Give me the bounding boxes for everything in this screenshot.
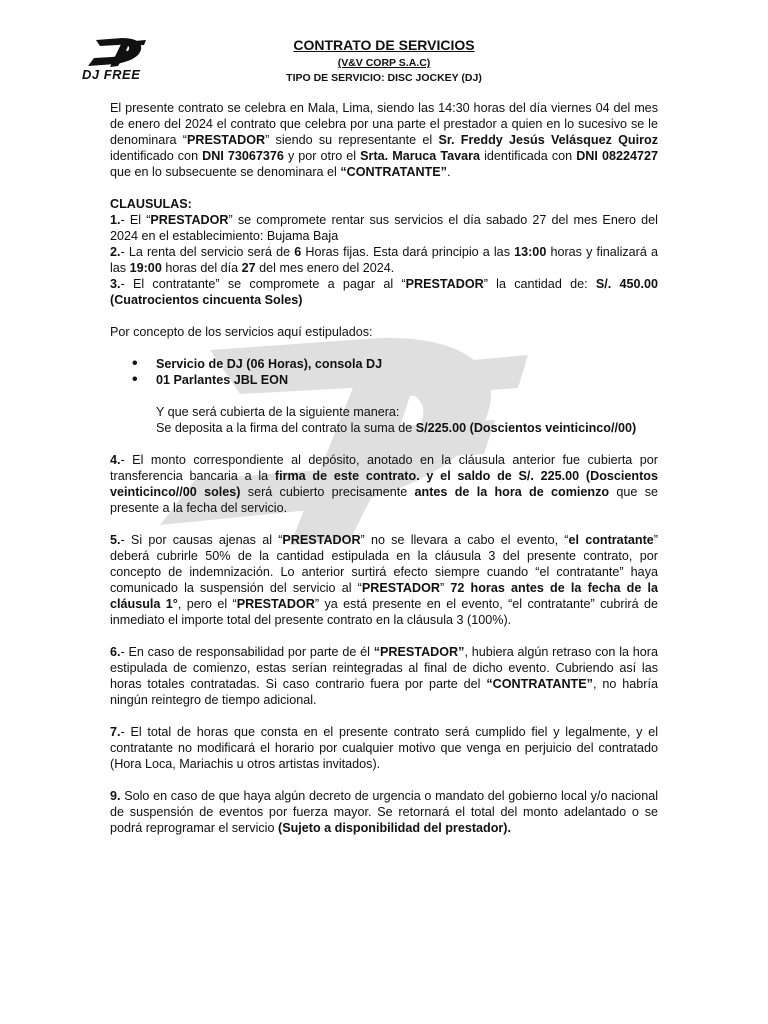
intro-paragraph: El presente contrato se celebra en Mala, Lima, siendo las 14:30 horas del día viernes 04 del mes de enero del 2024 el contrato que celebra por una parte el prestador a quien en lo sucesivo se le denominara “PRESTADOR” siendo su representante el Sr. Freddy Jesús Velásquez Quiroz identificado con DNI 73067376 y por otro el Srta. Maruca Tavara identificada con DNI 08224727 que en lo subsecuente se denominara el “CONTRATANTE”. bbox=[110, 101, 658, 179]
clause-5: 5.- Si por causas ajenas al “PRESTADOR” no se llevara a cabo el evento, “el contratante” deberá cubrirle 50% de la cantidad estipulada en la cláusula 3 del presente contrato, por concepto de indemnización. Lo anterior surtirá efecto siempre cuando “el contratante” haya comunicado la suspensión del servicio al “PRESTADOR” 72 horas antes de la fecha de la cláusula 1°, pero el “PRESTADOR” ya está presente en el evento, “el contratante” cubrirá de inmediato el importe total del presente contrato en la cláusula 3 (100%). bbox=[110, 533, 658, 627]
concepto-text: Por concepto de los servicios aquí estipulados: bbox=[110, 325, 373, 339]
clause-9: 9. Solo en caso de que haya algún decreto de urgencia o mandato del gobierno local y/o nacional de suspensión de eventos por fuerza mayor. Se retornará el total del monto adelantado o se podrá reprogramar el servicio (Sujeto a disponibilidad del prestador). bbox=[110, 789, 658, 835]
clause-2: 2.- La renta del servicio será de 6 Horas fijas. Esta dará principio a las 13:00 horas y finalizará a las 19:00 horas del día 27 del mes enero del 2024. bbox=[110, 245, 659, 275]
clause-7: 7.- El total de horas que consta en el presente contrato será cumplido fiel y legalmente, y el contratante no modificará el horario por cualquier motivo que venga en perjuicio del contratado (Hora Loca, Mariachis u otros artistas invitados). bbox=[110, 725, 658, 771]
deposito-text: Se deposita a la firma del contrato la suma de S/225.00 (Doscientos veinticinco//00) bbox=[156, 421, 637, 435]
clause-3: 3.- El contratante” se compromete a pagar al “PRESTADOR” la cantidad de: S/. 450.00 (Cuatrocientos cincuenta Soles) bbox=[110, 277, 658, 307]
clause-6: 6.- En caso de responsabilidad por parte de él “PRESTADOR”, hubiera algún retraso con la hora estipulada de comienzo, estas serían reintegradas al final de dicho evento. Cubriendo así las horas totales contratadas. Si caso contrario fuera por parte del “CONTRATANTE”, no habría ningún reintegro de tiempo adicional. bbox=[110, 645, 658, 707]
list-item: • Servicio de DJ (06 Horas), consola DJ bbox=[156, 356, 658, 372]
clause-4: 4.- El monto correspondiente al depósito, anotado en la cláusula anterior fue cubierta por transferencia bancaria a la firma de este contrato. y el saldo de S/. 225.00 (Doscientos veinticinco//00 soles) será cubierto precisamente antes de la hora de comienzo que se presente a la fecha del servicio. bbox=[110, 453, 659, 515]
document-title: CONTRATO DE SERVICIOS bbox=[293, 37, 475, 53]
services-list bbox=[110, 356, 658, 388]
list-item: • 01 Parlantes JBL EON bbox=[156, 372, 658, 388]
clause-1: 1.- El “PRESTADOR” se compromete rentar sus servicios el día sabado 27 del mes Enero del 2024 en el establecimiento: Bujama Baja bbox=[110, 213, 658, 243]
clausulas-heading: CLAUSULAS: bbox=[110, 197, 192, 211]
service-type: TIPO DE SERVICIO: DISC JOCKEY (DJ) bbox=[286, 72, 482, 84]
company-name: (V&V CORP S.A.C) bbox=[337, 57, 431, 69]
logo-text: DJ FREE bbox=[82, 67, 141, 82]
cubierta-text: Y que será cubierta de la siguiente manera: bbox=[156, 405, 400, 419]
contract-body bbox=[110, 100, 658, 836]
